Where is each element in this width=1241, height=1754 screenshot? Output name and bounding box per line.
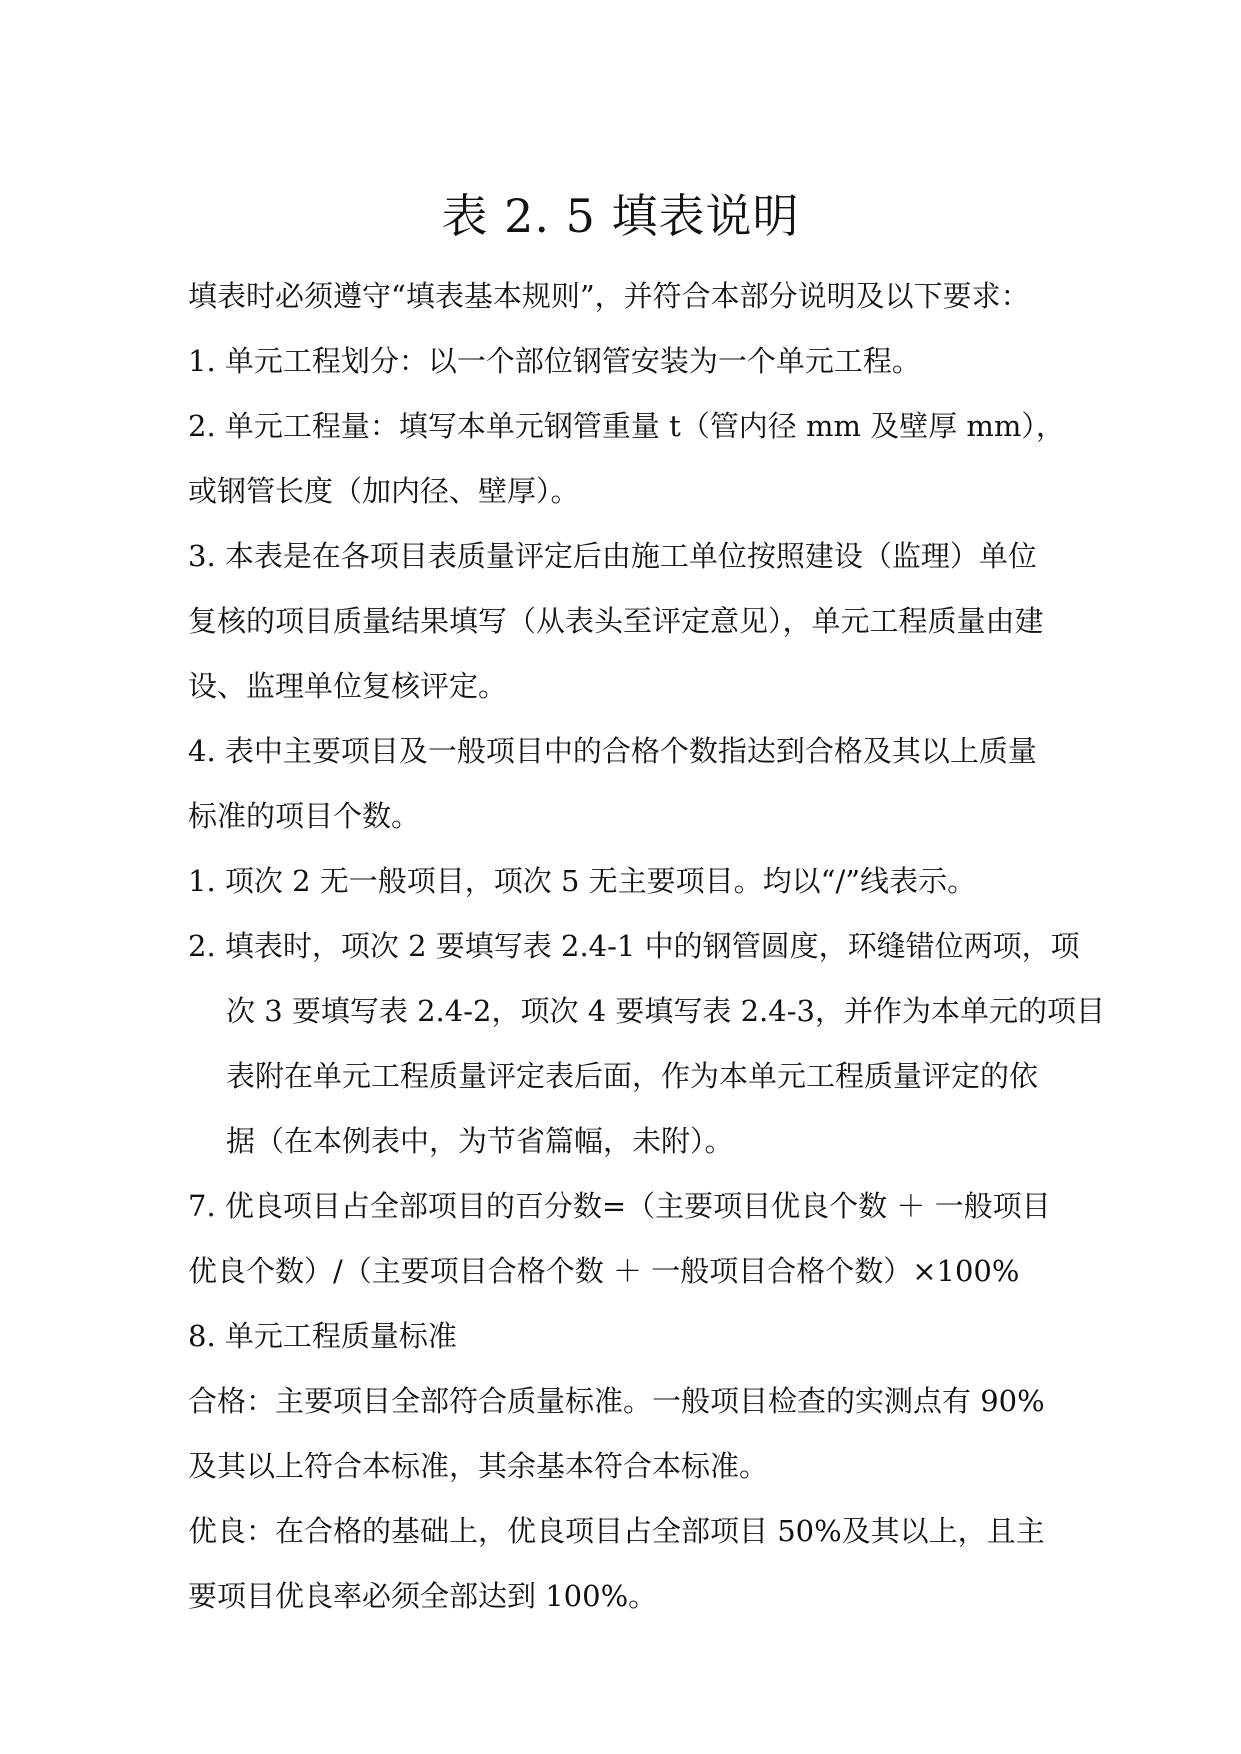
item-3-line-1: 3. 本表是在各项目表质量评定后由施工单位按照建设（监理）单位 xyxy=(188,539,1037,573)
item-5-line-1: 1. 项次 2 无一般项目，项次 5 无主要项目。均以“/”线表示。 xyxy=(188,864,977,898)
item-8-line-1: 8. 单元工程质量标准 xyxy=(188,1319,457,1353)
item-4-line-2: 标准的项目个数。 xyxy=(188,799,421,833)
item-6-line-4: 据（在本例表中，为节省篇幅，未附）。 xyxy=(226,1124,734,1158)
item-7-line-2: 优良个数）/（主要项目合格个数 ＋ 一般项目合格个数）×100% xyxy=(188,1254,1020,1288)
item-3-line-2: 复核的项目质量结果填写（从表头至评定意见），单元工程质量由建 xyxy=(188,604,1044,638)
item-6-line-3: 表附在单元工程质量评定表后面，作为本单元工程质量评定的依 xyxy=(226,1059,1039,1093)
document-body xyxy=(188,264,1105,1629)
standard-excellent-line-1: 优良：在合格的基础上，优良项目占全部项目 50%及其以上，且主 xyxy=(188,1514,1045,1548)
document-title: 表 2. 5 填表说明 xyxy=(441,189,800,243)
item-2-line-2: 或钢管长度（加内径、壁厚）。 xyxy=(188,474,580,508)
standard-pass-line-2: 及其以上符合本标准，其余基本符合本标准。 xyxy=(188,1449,769,1483)
item-2-line-1: 2. 单元工程量：填写本单元钢管重量 t（管内径 mm 及壁厚 mm）， xyxy=(188,409,1065,443)
item-3-line-3: 设、监理单位复核评定。 xyxy=(188,669,508,703)
standard-pass-line-1: 合格：主要项目全部符合质量标准。一般项目检查的实测点有 90% xyxy=(188,1384,1045,1418)
item-4-line-1: 4. 表中主要项目及一般项目中的合格个数指达到合格及其以上质量 xyxy=(188,734,1037,768)
item-7-line-1: 7. 优良项目占全部项目的百分数=（主要项目优良个数 ＋ 一般项目 xyxy=(188,1189,1051,1223)
item-6-line-1: 2. 填表时，项次 2 要填写表 2.4-1 中的钢管圆度，环缝错位两项，项 xyxy=(188,929,1080,963)
item-6-line-2: 次 3 要填写表 2.4-2，项次 4 要填写表 2.4-3，并作为本单元的项目 xyxy=(226,994,1105,1028)
standard-excellent-line-2: 要项目优良率必须全部达到 100%。 xyxy=(188,1579,658,1613)
intro-line: 填表时必须遵守“填表基本规则”，并符合本部分说明及以下要求： xyxy=(188,279,1030,313)
item-1-line-1: 1. 单元工程划分：以一个部位钢管安装为一个单元工程。 xyxy=(188,344,921,378)
